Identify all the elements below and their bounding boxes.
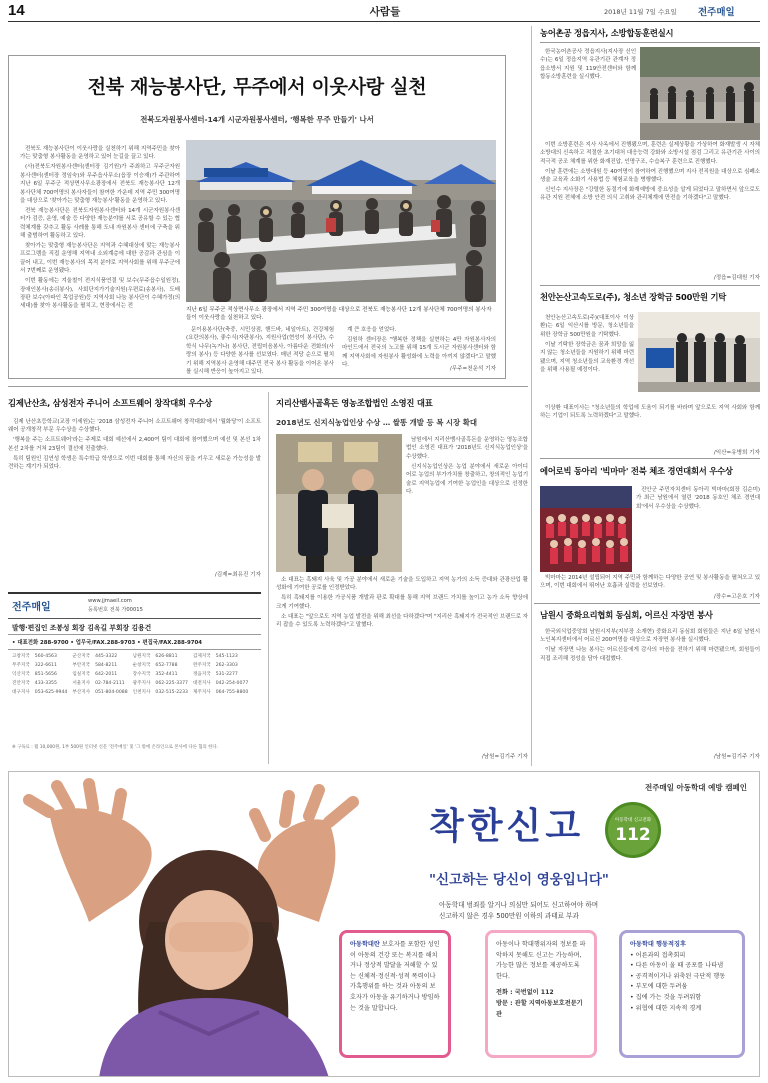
directory-cell: 053-625-9944 (34, 689, 68, 695)
directory-cell: 부산지사 (72, 689, 91, 695)
art-a-title: 김제난산초, 삼성전자 주니어 소프트웨어 창작대회 우수상 (8, 398, 212, 408)
info-box-title: 아동학대 행동적징후 (630, 941, 686, 948)
directory-cell: 군산지국 (72, 654, 91, 659)
ad-top-label: 전주매일 아동학대 예방 캠페인 (644, 783, 747, 792)
side1-photo (640, 47, 760, 140)
paragraph: 전북도 재능봉사단이 이웃사랑을 실천하기 위해 지역주민을 찾아가는 맞춤형 봉사활동을 운영하고 있어 눈길을 끌고 있다. (20, 146, 180, 161)
paragraph: 한국외식업중앙회 남원시지부(지부장 소재현) 중화요리 동심회 회원들은 지난 6일 남원시노인복지센터에서 어르신 200여명을 대상으로 자장면 봉사를 실시했다. (540, 629, 760, 644)
main-photo-caption: 지난 6일 무주군 적상면사무소 광장에서 지역 주민 300여명을 대상으로 전북도 재능봉사단 12개 봉사단체 700여명의 봉사자들이 이웃사랑을 실천하고 있다. (186, 307, 492, 321)
directory-cell: 부안지국 (72, 662, 91, 668)
directory-cell: 고창지국 (12, 654, 30, 659)
signs-list-item: • 위협에 대한 지속적 경계 (630, 1004, 702, 1012)
paragraph: 계 큰 호응을 얻었다. (347, 327, 397, 333)
side4-byline: /남원=김기주 기자 (713, 754, 760, 760)
directory-cell: 545-1123 (215, 654, 238, 659)
directory-cell: 광주지사 (132, 680, 151, 686)
directory-cell: 064-755-8800 (215, 689, 249, 695)
signs-list-item: • 집에 가는 것을 두려워함 (630, 993, 702, 1001)
side1-text-bottom (540, 141, 760, 271)
directory-cell: 445-3322 (95, 654, 118, 659)
art-b-subtitle: 2018년도 신지식농업인상 수상 … 쌀똥 개발 등 복 시장 확대 (276, 418, 478, 427)
directory-cell: 262-3303 (215, 662, 238, 668)
main-article-col2 (186, 326, 334, 376)
signs-list-item: • 어른과의 접촉회피 (630, 951, 686, 959)
paragraph: 김원하 센터장은 "행복한 정책을 실현하는 4만 자원봉사자의 마인드에서 전국의 노고를 위해 15개 도시군 자원봉사센터와 함께 지역사회에 자원봉사 활성화에 노력을 아끼지 않겠다"고 말했다. (342, 336, 496, 369)
rule (540, 285, 760, 286)
signs-list-item: • 부모에 대한 두려움 (630, 983, 688, 991)
paragraph: 김제 난산초등학교(교장 이세원)는 '2018 삼성전자 주니어 소프트웨어 창작대회'에서 '월화당'이 소프트웨어 공개창작 부문 우수상을 수상했다. (8, 419, 261, 434)
side3-photo (540, 486, 632, 572)
hotline-badge (605, 802, 661, 858)
directory-cell: 대전지사 (192, 680, 211, 686)
directory-row (12, 662, 253, 671)
report-phone-value: 국번없이 112 (514, 989, 554, 997)
art-b-byline: /남원=김기주 기자 (481, 754, 528, 760)
directory-row (12, 689, 253, 698)
side3-text-right (636, 486, 760, 572)
side1-title: 농어촌공 정읍지사, 소방합동훈련실시 (540, 28, 674, 38)
ad-desc-line: 신고하지 않은 경우 500만원 이하의 과태료 부과 (439, 911, 579, 920)
column-divider (531, 26, 532, 766)
paper-name: 전주매일 (698, 7, 735, 18)
directory-cell: 652-7788 (155, 662, 178, 668)
paragraph: 진안군 주민자치센터 동아리 빅마마(회장 김순미)가 최근 남원에서 열린 '2018 동호인 체조 경연대회'에서 우수상을 수상했다. (636, 487, 760, 510)
directory-cell: 익산지국 (12, 671, 30, 677)
ad-slogan: "신고하는 당신이 영웅입니다" (429, 872, 609, 888)
directory-cell: 352-4411 (155, 671, 178, 677)
side2-text-bottom (540, 404, 760, 448)
paragraph: 빅마마는 2014년 설립되어 지역 주민과 함께하는 다양한 공연 및 봉사활동을 펼쳐오고 있으며, 이번 대회에서 뛰어난 호흡과 실력을 선보였다. (540, 575, 760, 590)
rule (8, 649, 261, 650)
directory-cell: 제주지사 (192, 689, 211, 695)
main-article-byline: /무주=천운석 기자 (449, 366, 496, 372)
directory-cell: 남원지국 (132, 654, 151, 659)
directory-cell: 051-804-0088 (95, 689, 128, 695)
paragraph: 특히 흑돼지를 이용한 가공식품 개발과 판로 확대를 통해 지역 브랜드 가치를 높이고 농가 소득 향상에 크게 기여했다. (276, 595, 528, 610)
rule (8, 618, 261, 619)
masthead-url: www.jjmaeil.com (88, 598, 132, 604)
directory-cell: 062-225-3377 (155, 680, 188, 686)
signs-list (630, 951, 734, 1015)
column-divider (268, 392, 269, 764)
masthead-name: 전주매일 (12, 602, 51, 613)
section-name: 사람들 (369, 6, 401, 18)
info-box-definition (339, 930, 451, 1058)
issue-date: 2018년 11월 7일 수요일 (604, 8, 677, 16)
directory-cell: 서울지사 (72, 680, 91, 686)
info-box-report (485, 930, 597, 1058)
paragraph: 이번 활동에는 겨울철이 전지식품연결 및 보수(무주읍수일원정), 장애인봉사(송쉬봉사), 사회단지가기술지원(우편료(송봉사), 도배장판 보수(아파인 목업공원)등 지역사회 나눔 봉사단이 수혜가정(의 세대)를 찾아 봉사활동을 펼치고, 현장에서는 전 (20, 278, 180, 310)
info-box-signs (619, 930, 745, 1058)
directory-cell: 642-2011 (95, 671, 118, 677)
art-b-photo (276, 434, 402, 572)
side3-byline: /장수=고은호 기자 (713, 594, 760, 600)
rule (540, 458, 760, 459)
directory-cell: 무주지국 (12, 662, 30, 668)
main-article-photo (186, 140, 496, 302)
paragraph: 남원에서 지리산뱀사골흑돈을 운영하는 영농조합법인 소영진 대표가 '2018년도 신지식농업인상'을 수상했다. (406, 437, 528, 460)
paragraph: 찾아가는 맞춤형 재능봉사단은 지역과 수혜대상에 맞는 재능봉사 프로그램을 직접 운영해 지역내 소외계층에 대한 공감과 관심을 이끌어 내고, 이번 재능봉사의 목적 분야로 지역사회를 위해 무주군에서 7번째로 운영됐다. (20, 242, 180, 275)
directory-cell: 584-8211 (95, 662, 118, 668)
directory-cell: 김제지국 (192, 654, 211, 659)
report-phone-label: 전화 : (496, 989, 513, 997)
directory-cell: 433-3355 (34, 680, 57, 686)
directory-row (12, 680, 253, 689)
paragraph: 이날 자장면 나눔 봉사는 어르신들에게 감사의 마음을 전하기 위해 마련됐으며, 회원들이 직접 조리해 정성을 담아 대접했다. (540, 647, 760, 662)
paragraph: 신지식농업인상은 농업 분야에서 새로운 아이디어로 농업의 부가가치를 창출하고, 창의적인 농업기술로 지역농업에 기여한 농업인을 대상으로 선정한다. (406, 463, 528, 495)
info-box-text: 보호자를 포함한 성인이 아동의 건강 또는 복지를 해치거나 정상적 발달을 저해할 수 있는 신체적·정신적·성적 폭력이나 가혹행위를 하는 것과 아동의 보호자가 아동을 유기하거나 방임하는 것을 말합니다. (350, 941, 440, 1012)
info-box-text: 아동이나 학대행위자의 정보를 파악하지 못해도 신고는 가능하며, 가능한 많은 정보를 제공하도록 한다. (496, 941, 586, 980)
directory-row (12, 653, 253, 662)
masthead-reg: 등록번호 전북 가00015 (88, 607, 143, 613)
masthead-phones: • 대표전화 288-9700 • 업무국/FAX.288-9703 • 편집국/FAX.288-9704 (12, 640, 202, 646)
paragraph: 신인수 지사장은 "강렬한 동절기에 화재예방에 중요성을 알게 되었다고 말하면서 앞으로도 유관 지원 전체에 소방 안전 의식 고취와 관리체계에 만전을 기하겠다"고 말했다. (540, 187, 760, 202)
directory-cell: 032-515-2233 (155, 689, 188, 695)
paragraph: 소 대표는 "앞으로도 지역 농업 발전을 위해 최선을 다하겠다"며 "지리산 흑돼지가 전국적인 브랜드로 자리 잡을 수 있도록 노력하겠다"고 말했다. (276, 613, 528, 629)
ad-desc-line: 아동학대 범죄를 알거나 의심만 되어도 신고하여야 하며 (439, 901, 599, 909)
directory-cell: 851-5656 (34, 671, 57, 677)
side4-title: 남원시 중화요리협회 동심회, 어르신 자장면 봉사 (540, 610, 713, 620)
directory-cell: 임실지국 (72, 671, 91, 677)
side2-text-top (540, 314, 634, 402)
main-article-title: 전북 재능봉사단, 무주에서 이웃사랑 실천 (87, 76, 427, 98)
ad-logo-text: 착한신고 (429, 806, 585, 847)
paragraph: 천안논산고속도로(주)(대표이사 이상환)는 6일 익산시를 방문, 청소년들을 위한 장학금 500만원을 기탁했다. (540, 315, 634, 338)
directory-cell: 정읍지국 (192, 671, 211, 677)
art-b-text-right (406, 436, 528, 568)
header-rule (8, 21, 760, 22)
paragraph: 소 대표는 흑돼지 사육 및 가공 분야에서 새로운 기술을 도입하고 지역 농가의 소득 증대와 관광산업 활성화에 기여한 공로를 인정받았다. (276, 577, 528, 592)
paragraph: 이날 훈련에는 소방대원 등 40여명이 참여하여 진행했으며 지사 전직원을 대상으로 심폐소생술 교육과 소화기 사용법 등 체험교육을 병행했다. (540, 168, 760, 184)
side3-text-bottom (540, 574, 760, 592)
directory-cell: 순창지국 (132, 662, 151, 668)
directory-cell: 531-2277 (215, 671, 238, 677)
side1-byline: /정읍=김대원 기자 (713, 275, 760, 281)
paragraph: 특히 팀원인 김연성 학생은 특수학급 학생으로 이번 대회를 통해 자신의 꿈을 키우고 새로운 가능성을 발견하는 계기가 되었다. (8, 455, 261, 471)
signs-list-item: • 다른 아동이 울 때 공포를 나타냄 (630, 962, 724, 970)
report-visit-label: 방문 : (496, 999, 513, 1007)
side3-title: 에어로빅 동아리 '빅마마' 전북 체조 경연대회서 우수상 (540, 466, 733, 476)
report-visit (496, 999, 586, 1020)
masthead-staff: 발행·편집인 조봉성 회장 김옥길 부회장 김용건 (12, 624, 152, 632)
paragraph: 한국농어촌공사 정읍지사(지사장 신인수)는 6일 정읍지역 유관기관 관계자 정읍소방서 지원 및 119안전센터와 함께 합동소방훈련을 실시했다. (540, 49, 636, 81)
info-box-title: 아동학대란 (350, 941, 380, 948)
paragraph: 이날 기탁한 장학금은 꿈과 희망을 잃지 않는 청소년들을 지원하기 위해 마련됐으며, 지역 청소년들의 교육환경 개선을 위해 사용될 예정이다. (540, 341, 634, 373)
paragraph: 문이용봉사단(축중, 시민상점, 핸드바, 네일아트), 건강체험(요란의봉사), 좋수식(자판봉사), 지원사업(현성이 봉사단), 수학식 나무(녹거나) 봉사단, 전립미음봉사, 아름다운 전화의(사랑의 봉사) 등 다양한 봉사를 선보였다. 매년 적당 순으로 펼치기 위해 지역봉사 운영해 대주민 전국 봉사 활동을 이어온 봉사를 실시해 반응이 높아지고 있다. (186, 327, 334, 376)
side2-title: 천안논산고속도로(주), 청소년 장학금 500만원 기탁 (540, 292, 727, 302)
side1-text-top (540, 48, 636, 138)
paragraph: 이번 소방훈련은 지사 사옥에서 진행됐으며, 훈련은 실제상황을 가상하여 화재발생 시 자체소방대의 신속하고 적절한 초기대처 대응능력 강화와 소방시설 점검 그리고 유관기관 사이의 적극적 공조 체계를 위한 화재진압, 인명구조, 수습복구 훈련으로 진행했다. (540, 142, 760, 165)
paragraph: '행복을 주는 소프트웨어'라는 주제로 대회 예선에서 2,400여 팀이 대회에 참여했으며 예선 및 본선 1차 본선 2차를 거쳐 23팀이 결선에 진출했다. (8, 437, 261, 452)
paragraph: (사)전북도자원봉사센터(센터장 김기원)가 주최하고 무주군자원봉사센터(센터장 정임숙)와 무주읍사무소(읍장 이승재)가 주관하여 지난 6일 무주군 적상면사무소광장에서 전북도 재능봉사단 12개 봉사단체 700여명의 봉사자들이 참여한 가운데 지역 주민 300여명을 대상으로 '찾아가는 맞춤형 재능봉사'활동을 운영하고 있다. (20, 164, 180, 204)
side4-text (540, 628, 760, 740)
report-visit-value: 관할 지역아동보호전문기관 (496, 999, 583, 1018)
directory-cell: 완주지국 (192, 662, 211, 668)
ad-description (439, 900, 598, 921)
directory-cell: 560-4563 (34, 654, 57, 659)
page-number: 14 (8, 2, 25, 19)
main-article-subtitle: 전북도자원봉사센터-14개 시군자원봉사센터, '행복한 무주 만들기' 나서 (140, 115, 374, 124)
bureau-directory (12, 653, 253, 698)
rule (8, 386, 528, 387)
directory-cell: 626-8811 (155, 654, 178, 659)
directory-cell: 02-784-2111 (95, 680, 125, 686)
report-phone (496, 988, 586, 999)
hotline-badge-number: 112 (615, 825, 651, 845)
directory-cell: 042-254-0077 (215, 680, 249, 686)
art-a-byline: /김제=최유진 기자 (214, 572, 261, 578)
paragraph: 전북 재능봉사단은 전북도자원봉사센터와 14개 시군자원봉사센터가 검증, 운영, 예술 등 다양한 재능분야를 서로 공유할 수 있는 협력체계를 갖추고 활동 사례를 통해 도내 자원봉사 센터에 구축을 위해 출범하여 활동하고 있다. (20, 207, 180, 240)
signs-list-item: • 공격적이거나 위축된 극단적 행동 (630, 972, 726, 980)
directory-cell: 진안지국 (12, 680, 30, 686)
directory-row (12, 671, 253, 680)
art-b-text-bottom (276, 576, 528, 750)
directory-cell: 대구지사 (12, 689, 30, 695)
art-b-title: 지리산뱀사골흑돈 영농조합법인 소영진 대표 (276, 398, 433, 408)
rule (8, 634, 261, 635)
child-abuse-campaign-ad (8, 771, 760, 1077)
side2-byline: /익산=유병희 기자 (713, 450, 760, 456)
main-article-col1 (20, 145, 180, 373)
directory-cell: 322-6611 (34, 662, 57, 668)
side2-photo (638, 312, 760, 392)
masthead-box (8, 592, 261, 764)
masthead-note: ※ 구독료 : 월 10,000원, 1부 500원 인터넷 신문 '전주매일' 및 '그 밖에 온라인으로 본사에 다른 협의 한다. (12, 745, 219, 750)
rule (540, 42, 760, 43)
hotline-badge-label: 아동학대 신고전화 (614, 818, 652, 823)
paragraph: 이상환 대표이사는 "청소년들의 학업에 도움이 되기를 바라며 앞으로도 지역 사회와 함께하는 기업이 되도록 노력하겠다"고 말했다. (540, 405, 760, 420)
directory-cell: 장수지국 (132, 671, 151, 677)
rule (534, 603, 760, 604)
art-a-text (8, 418, 261, 578)
directory-cell: 인천지사 (132, 689, 151, 695)
